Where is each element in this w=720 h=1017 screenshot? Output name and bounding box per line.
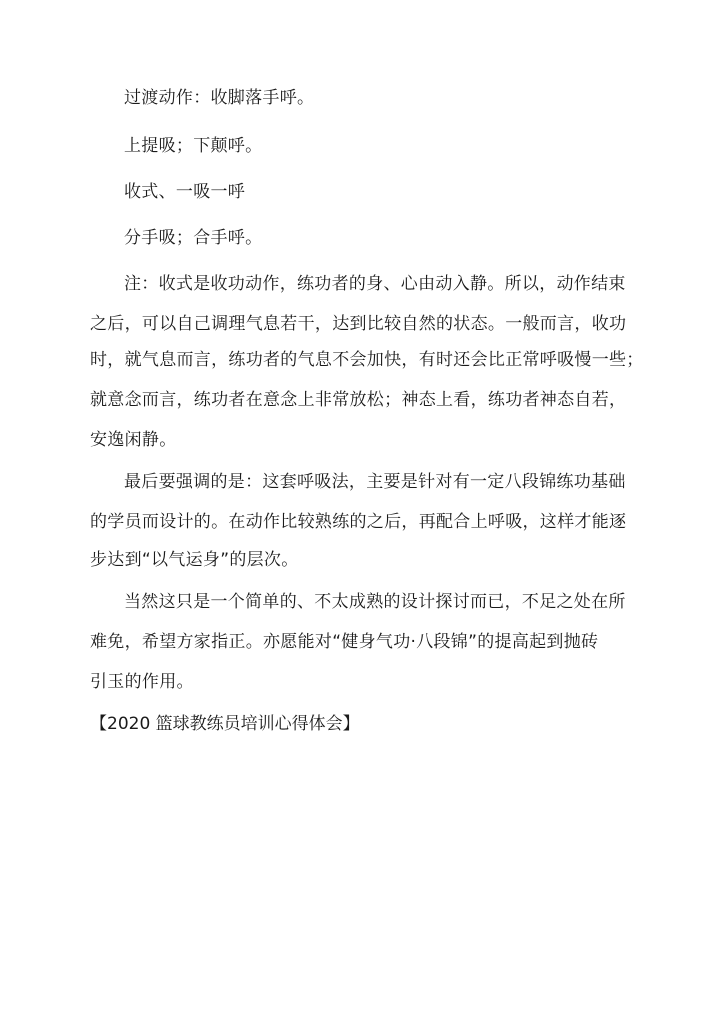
text-line: 当然这只是一个简单的、不太成熟的设计探讨而已，不足之处在所 <box>124 592 626 612</box>
text-line: 收式、一吸一呼 <box>124 182 246 202</box>
text-line: 注：收式是收功动作，练功者的身、心由动入静。所以，动作结束 <box>124 274 626 294</box>
text-line: 难免，希望方家指正。亦愿能对“健身气功·八段锦”的提高起到抛砖 <box>90 632 599 652</box>
related-article-link[interactable]: 【2020 篮球教练员培训心得体会】 <box>90 714 360 734</box>
text-line: 的学员而设计的。在动作比较熟练的之后，再配合上呼吸，这样才能逐 <box>90 512 627 532</box>
text-line: 时，就气息而言，练功者的气息不会加快，有时还会比正常呼吸慢一些； <box>90 350 644 370</box>
text-line: 引玉的作用。 <box>90 672 194 692</box>
text-line: 之后，可以自己调理气息若干，达到比较自然的状态。一般而言，收功 <box>90 314 627 334</box>
text-line: 最后要强调的是：这套呼吸法，主要是针对有一定八段锦练功基础 <box>124 472 626 492</box>
text-line: 过渡动作：收脚落手呼。 <box>124 88 315 108</box>
text-line: 就意念而言，练功者在意念上非常放松；神态上看，练功者神态自若， <box>90 390 627 410</box>
text-line: 步达到“以气运身”的层次。 <box>90 550 299 570</box>
text-line: 分手吸；合手呼。 <box>124 228 263 248</box>
text-line: 上提吸；下颠呼。 <box>124 136 263 156</box>
text-line: 安逸闲静。 <box>90 430 177 450</box>
